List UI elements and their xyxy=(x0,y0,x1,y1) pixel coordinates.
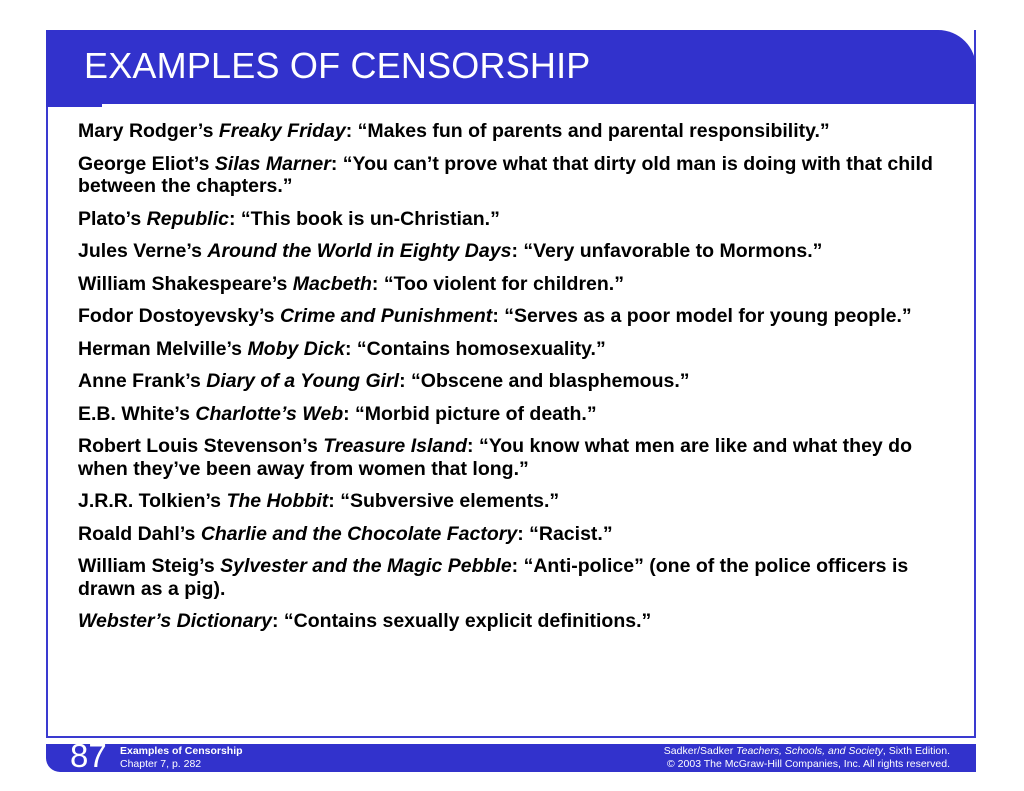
footer-chapter: Chapter 7, p. 282 xyxy=(120,757,202,770)
book-title: Crime and Punishment xyxy=(279,305,493,327)
reason-text: : “Anti-police” (one of the police officers is drawn as a pig). xyxy=(78,555,909,600)
author-text: J.R.R. Tolkien’s xyxy=(78,490,227,512)
author-text: William Steig’s xyxy=(78,555,221,577)
book-title: Freaky Friday xyxy=(218,120,346,142)
reason-text: : “Obscene and blasphemous.” xyxy=(399,370,690,392)
slide-title: EXAMPLES OF CENSORSHIP xyxy=(84,45,591,86)
reason-text: : “Very unfavorable to Mormons.” xyxy=(511,240,823,262)
title-underline-tab xyxy=(46,100,102,107)
list-item xyxy=(78,490,958,513)
slide-footer xyxy=(46,737,976,774)
book-title: Macbeth xyxy=(292,272,372,295)
list-item xyxy=(78,305,958,328)
author-text: E.B. White’s xyxy=(78,402,196,425)
reason-text: : “Serves as a poor model for young people.” xyxy=(492,305,912,327)
list-item xyxy=(78,523,958,546)
author-text: George Eliot’s xyxy=(78,152,215,175)
list-item xyxy=(78,208,958,231)
list-item xyxy=(78,435,958,480)
book-title: Moby Dick xyxy=(247,337,345,360)
book-title: The Hobbit xyxy=(226,490,329,512)
author-text: William Shakespeare’s xyxy=(78,272,293,295)
author-text: Mary Rodger’s xyxy=(78,120,219,142)
reason-text: : “Morbid picture of death.” xyxy=(343,402,597,425)
list-item xyxy=(78,610,958,633)
citation-book: Teachers, Schools, and Society xyxy=(736,745,883,757)
reason-text: : “Makes fun of parents and parental responsibility.” xyxy=(345,120,830,142)
reason-text: : “This book is un-Christian.” xyxy=(228,207,500,230)
list-item xyxy=(78,273,958,296)
footer-copyright: © 2003 The McGraw-Hill Companies, Inc. All rights reserved. xyxy=(667,757,950,770)
author-text: Anne Frank’s xyxy=(78,370,207,392)
list-item xyxy=(78,370,958,393)
footer-citation xyxy=(664,745,950,770)
list-item xyxy=(78,338,958,361)
book-title: Charlotte’s Web xyxy=(195,402,344,425)
footer-section-info xyxy=(120,745,243,770)
author-text: Robert Louis Stevenson’s xyxy=(78,435,324,457)
reason-text: : “Contains sexually explicit definitions.” xyxy=(272,610,652,632)
list-item xyxy=(78,240,958,263)
citation-edition: , Sixth Edition. xyxy=(882,745,950,757)
footer-citation-line xyxy=(664,745,950,758)
book-title: Treasure Island xyxy=(323,435,468,457)
list-item xyxy=(78,120,958,143)
author-text: Fodor Dostoyevsky’s xyxy=(78,305,280,327)
book-title: Webster’s Dictionary xyxy=(78,610,272,632)
list-item xyxy=(78,153,958,198)
author-text: Plato’s xyxy=(78,207,147,230)
reason-text: : “Contains homosexuality.” xyxy=(344,337,606,360)
reason-text: : “Subversive elements.” xyxy=(328,490,560,512)
reason-text: : “You know what men are like and what they do when they’ve been away from women that long.” xyxy=(78,435,913,480)
list-item xyxy=(78,403,958,426)
reason-text: : “Too violent for children.” xyxy=(371,272,624,295)
book-title: Diary of a Young Girl xyxy=(206,370,400,392)
reason-text: : “You can’t prove what that dirty old man is doing with that child between the chapters.” xyxy=(78,152,933,197)
list-item xyxy=(78,555,958,600)
book-title: Republic xyxy=(146,207,229,230)
author-text: Herman Melville’s xyxy=(78,337,248,360)
author-text: Jules Verne’s xyxy=(78,240,208,262)
reason-text: : “Racist.” xyxy=(517,522,613,545)
book-title: Sylvester and the Magic Pebble xyxy=(220,555,512,577)
book-title: Charlie and the Chocolate Factory xyxy=(200,522,518,545)
censorship-list xyxy=(78,120,958,643)
book-title: Around the World in Eighty Days xyxy=(207,240,512,262)
citation-authors: Sadker/Sadker xyxy=(663,745,737,757)
author-text: Roald Dahl’s xyxy=(78,522,201,545)
footer-section-title: Examples of Censorship xyxy=(120,745,243,757)
book-title: Silas Marner xyxy=(214,152,331,175)
page-number: 87 xyxy=(70,737,107,774)
